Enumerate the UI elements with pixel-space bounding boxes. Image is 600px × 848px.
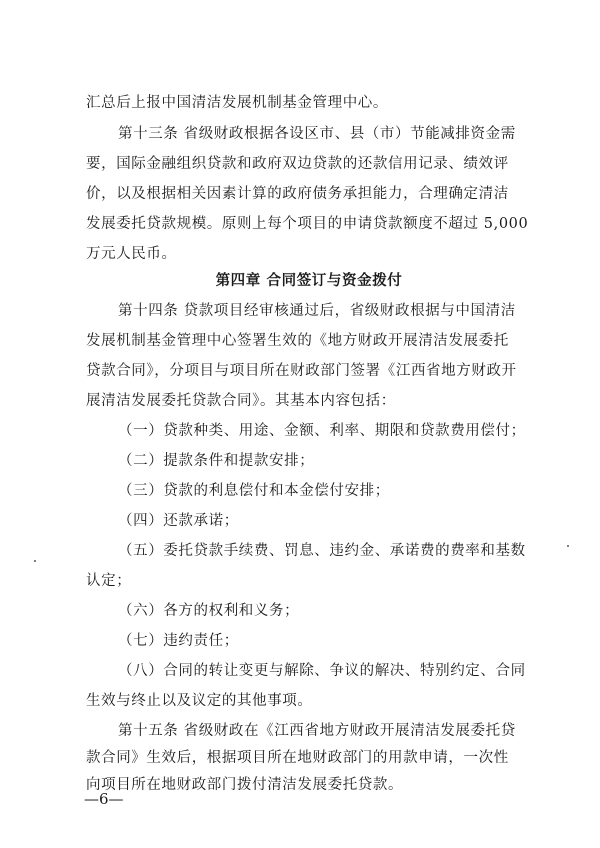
scan-speck [34, 560, 36, 562]
article-13-line: 第十三条 省级财政根据各设区市、县（市）节能减排资金需 [118, 126, 516, 142]
scan-speck [567, 545, 569, 547]
list-item: （二）提款条件和提款安排； [118, 453, 315, 469]
list-item: （四）还款承诺； [118, 513, 239, 529]
paragraph-line: 要，国际金融组织贷款和政府双边贷款的还款信用记录、绩效评 [86, 156, 509, 172]
paragraph-line: 发展机制基金管理中心签署生效的《地方财政开展清洁发展委托 [86, 333, 509, 349]
chapter-heading: 第四章 合同签订与资金拨付 [215, 273, 403, 289]
paragraph-line: 认定； [86, 573, 132, 589]
list-item: （三）贷款的利息偿付和本金偿付安排； [118, 483, 390, 499]
paragraph-line: 贷款合同》，分项目与项目所在财政部门签署《江西省地方财政开 [86, 363, 517, 379]
list-item: （七）违约责任； [118, 633, 239, 649]
paragraph-line: 价，以及根据相关因素计算的政府债务承担能力，合理确定清洁 [86, 186, 509, 202]
paragraph-line: 生效与终止以及议定的其他事项。 [86, 693, 313, 709]
page-number: —6— [84, 790, 124, 808]
paragraph-line: 展清洁发展委托贷款合同》。其基本内容包括： [86, 393, 396, 409]
paragraph-line: 款合同》生效后，根据项目所在地财政部门的用款申请，一次性 [86, 750, 509, 766]
list-item: （一）贷款种类、用途、金额、利率、期限和贷款费用偿付； [118, 423, 526, 439]
article-14-line: 第十四条 贷款项目经审核通过后，省级财政根据与中国清洁 [118, 303, 516, 319]
paragraph-line: 向项目所在地财政部门拨付清洁发展委托贷款。 [86, 777, 404, 793]
list-item: （六）各方的权利和义务； [118, 603, 300, 619]
paragraph-line: 发展委托贷款规模。原则上每个项目的申请贷款额度不超过 5,000 [86, 216, 529, 232]
list-item: （八）合同的转让变更与解除、争议的解决、特别约定、合同 [118, 663, 526, 679]
paragraph-line: 汇总后上报中国清洁发展机制基金管理中心。 [86, 95, 388, 111]
article-15-line: 第十五条 省级财政在《江西省地方财政开展清洁发展委托贷 [118, 723, 516, 739]
paragraph-line: 万元人民币。 [86, 246, 177, 262]
list-item: （五）委托贷款手续费、罚息、违约金、承诺费的费率和基数 [118, 543, 526, 559]
